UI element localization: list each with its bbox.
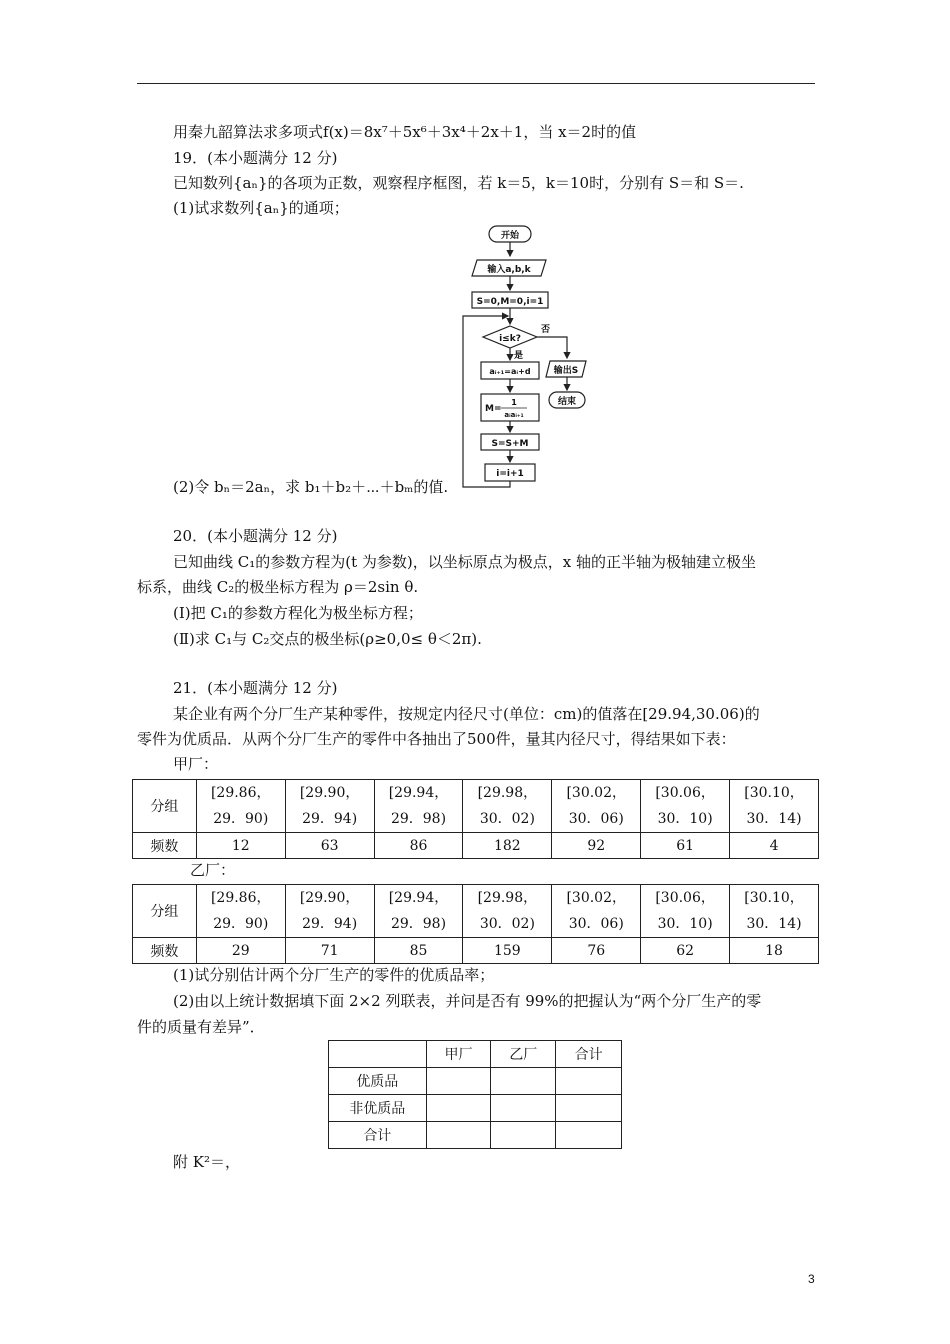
q21-part2-line1: (2)由以上统计数据填下面 2×2 列联表，并问是否有 99%的把握认为“两个分厂生产的零 xyxy=(173,992,762,1010)
flow-step-s-label: S=S+M xyxy=(491,439,529,449)
group-cell: [30.06， 30．10) xyxy=(641,780,730,833)
row-label: 优质品 xyxy=(329,1068,427,1095)
q21-appendix: 附 K²＝， xyxy=(173,1153,240,1171)
q21-header: 21．(本小题满分 12 分) xyxy=(173,679,338,697)
freq-cell: 61 xyxy=(641,833,730,859)
q20-part2: (Ⅱ)求 C₁与 C₂交点的极坐标(ρ≥0,0≤ θ＜2π). xyxy=(173,630,482,648)
empty-cell xyxy=(426,1068,491,1095)
empty-cell xyxy=(556,1122,622,1149)
group-cell: [29.94， 29．98) xyxy=(374,780,463,833)
freq-cell: 71 xyxy=(285,938,374,964)
q21-factory-a-label: 甲厂： xyxy=(173,755,219,773)
flow-start-label: 开始 xyxy=(500,231,520,241)
flow-step-m-num: 1 xyxy=(511,398,517,407)
q19-stem: 已知数列{aₙ}的各项为正数，观察程序框图，若 k＝5，k＝10时，分别有 S＝和 S＝. xyxy=(173,174,744,192)
group-cell: [29.98， 30．02) xyxy=(463,780,552,833)
empty-cell xyxy=(491,1122,556,1149)
flow-input-label: 输入a,b,k xyxy=(487,265,531,275)
freq-cell: 62 xyxy=(641,938,730,964)
flowchart xyxy=(455,218,605,490)
flow-step-i-label: i=i+1 xyxy=(496,469,524,479)
empty-cell xyxy=(556,1068,622,1095)
page-number: 3 xyxy=(808,1272,815,1286)
empty-cell xyxy=(426,1122,491,1149)
q20-header: 20．(本小题满分 12 分) xyxy=(173,527,338,545)
flow-condition-label: i≤k? xyxy=(499,334,521,344)
row-label: 合计 xyxy=(329,1122,427,1149)
freq-cell: 4 xyxy=(730,833,819,859)
q21-line1: 某企业有两个分厂生产某种零件，按规定内径尺寸(单位：cm)的值落在[29.94,30.06)的 xyxy=(173,705,760,723)
freq-cell: 85 xyxy=(374,938,463,964)
freq-cell: 86 xyxy=(374,833,463,859)
freq-cell: 29 xyxy=(196,938,285,964)
group-cell: [29.98， 30．02) xyxy=(463,885,552,938)
group-cell: [30.06， 30．10) xyxy=(641,885,730,938)
flow-step-m-lhs: M= xyxy=(485,404,502,414)
group-cell: [30.02， 30．06) xyxy=(552,885,641,938)
flow-no-label: 否 xyxy=(541,325,551,335)
group-cell: [29.94， 29．98) xyxy=(374,885,463,938)
flow-init-label: S=0,M=0,i=1 xyxy=(476,297,544,307)
header-cell: 合计 xyxy=(556,1041,622,1068)
factory-a-table xyxy=(132,779,819,859)
group-cell: [29.90， 29．94) xyxy=(285,780,374,833)
group-cell: [30.02， 30．06) xyxy=(552,780,641,833)
freq-cell: 182 xyxy=(463,833,552,859)
q19-part1: (1)试求数列{aₙ}的通项； xyxy=(173,199,349,217)
group-cell: [30.10， 30．14) xyxy=(730,780,819,833)
factory-b-table xyxy=(132,884,819,964)
q18-text: 用秦九韶算法求多项式f(x)＝8x⁷＋5x⁶＋3x⁴＋2x＋1，当 x＝2时的值 xyxy=(173,123,637,141)
table-row xyxy=(329,1068,622,1095)
row-label-group: 分组 xyxy=(133,780,197,833)
header-cell xyxy=(329,1041,427,1068)
freq-cell: 92 xyxy=(552,833,641,859)
contingency-table xyxy=(328,1040,622,1149)
q21-factory-b-label: 乙厂： xyxy=(190,861,236,879)
row-label-freq: 频数 xyxy=(133,833,197,859)
q20-part1: (Ⅰ)把 C₁的参数方程化为极坐标方程； xyxy=(173,604,423,622)
empty-cell xyxy=(556,1095,622,1122)
freq-cell: 63 xyxy=(285,833,374,859)
q21-part1: (1)试分别估计两个分厂生产的零件的优质品率； xyxy=(173,966,495,984)
header-cell: 乙厂 xyxy=(491,1041,556,1068)
table-row xyxy=(329,1095,622,1122)
freq-cell: 76 xyxy=(552,938,641,964)
q21-line2: 零件为优质品．从两个分厂生产的零件中各抽出了500件，量其内径尺寸，得结果如下表： xyxy=(137,730,736,748)
table-row xyxy=(133,780,819,833)
group-cell: [30.10， 30．14) xyxy=(730,885,819,938)
empty-cell xyxy=(426,1095,491,1122)
row-label-group: 分组 xyxy=(133,885,197,938)
flow-yes-label: 是 xyxy=(514,351,524,361)
freq-cell: 18 xyxy=(730,938,819,964)
table-row xyxy=(133,885,819,938)
flow-step-m-den: aᵢaᵢ₊₁ xyxy=(504,411,524,419)
q21-part2-line2: 件的质量有差异”． xyxy=(137,1018,265,1036)
group-cell: [29.86， 29．90) xyxy=(196,780,285,833)
table-row xyxy=(329,1041,622,1068)
table-row xyxy=(329,1122,622,1149)
flow-end-label: 结束 xyxy=(557,397,577,407)
q20-line2: 标系，曲线 C₂的极坐标方程为 ρ＝2sin θ. xyxy=(137,578,419,596)
freq-cell: 159 xyxy=(463,938,552,964)
row-label-freq: 频数 xyxy=(133,938,197,964)
table-row xyxy=(133,938,819,964)
header-rule xyxy=(137,83,815,84)
header-cell: 甲厂 xyxy=(426,1041,491,1068)
group-cell: [29.90， 29．94) xyxy=(285,885,374,938)
flow-output-label: 输出S xyxy=(553,366,579,376)
q19-header: 19．(本小题满分 12 分) xyxy=(173,149,338,167)
empty-cell xyxy=(491,1068,556,1095)
flow-step-a-label: aᵢ₊₁=aᵢ+d xyxy=(489,367,531,376)
empty-cell xyxy=(491,1095,556,1122)
group-cell: [29.86， 29．90) xyxy=(196,885,285,938)
q19-part2: (2)令 bₙ＝2aₙ，求 b₁＋b₂＋⋯＋bₘ的值. xyxy=(173,478,449,496)
q20-line1: 已知曲线 C₁的参数方程为(t 为参数)，以坐标原点为极点，x 轴的正半轴为极轴建立极坐 xyxy=(173,553,756,571)
row-label: 非优质品 xyxy=(329,1095,427,1122)
table-row xyxy=(133,833,819,859)
freq-cell: 12 xyxy=(196,833,285,859)
